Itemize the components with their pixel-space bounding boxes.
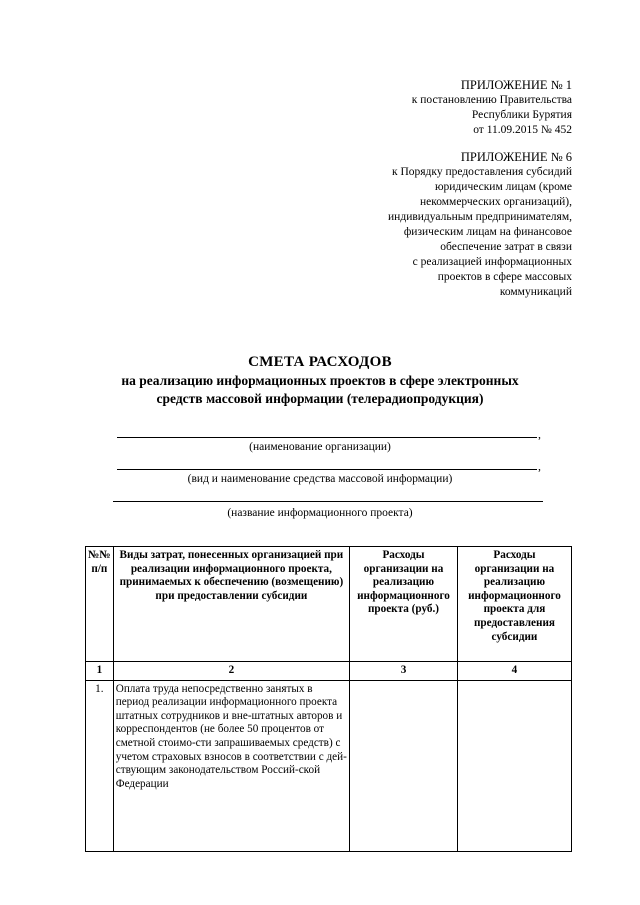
appendix-6-line: проектов в сфере массовых: [437, 271, 572, 283]
media-name-field[interactable]: [117, 469, 537, 470]
organization-name-field[interactable]: [117, 437, 537, 438]
header-expense-type: Виды затрат, понесенных организацией при реализации информационного проекта, принимаемых к обеспечению (возмещению) при предоставлении субсидии: [113, 547, 349, 662]
appendix-6-line: индивидуальным предпринимателям,: [388, 211, 572, 223]
row-subsidy-cell[interactable]: [457, 680, 571, 851]
header-number: №№ п/п: [86, 547, 114, 662]
title-line-2: на реализацию информационных проектов в сфере электронных: [121, 373, 519, 388]
comma: ,: [538, 427, 541, 441]
project-name-caption: (название информационного проекта): [227, 507, 413, 519]
document-title: [0, 353, 640, 408]
row-description: Оплата труда непосредственно занятых в период реализации информационного проекта штатных сотрудников и вне-штатных авторов и корреспондентов (не более 50 процентов от сметной стоимо-сти запрашиваемых средств) с учетом страховых взносов в соответствии с дей-ствующим законодательством Россий-ской Федерации: [113, 680, 349, 851]
appendix-6-line: к Порядку предоставления субсидий: [392, 166, 572, 178]
appendix-1-heading: ПРИЛОЖЕНИЕ № 1: [460, 78, 572, 92]
column-number-row: [86, 662, 572, 681]
column-number: 3: [350, 662, 458, 681]
column-number: 4: [457, 662, 571, 681]
appendix-6-line: некоммерческих организаций),: [419, 196, 572, 208]
appendix-1-block: [412, 78, 572, 138]
table-row: [86, 680, 572, 851]
title-line-3: средств массовой информации (телерадиопродукция): [156, 391, 484, 406]
media-name-caption: (вид и наименование средства массовой информации): [187, 473, 453, 485]
appendix-6-heading: ПРИЛОЖЕНИЕ № 6: [460, 150, 572, 164]
title-main: СМЕТА РАСХОДОВ: [248, 354, 392, 370]
header-subsidy-expenses: Расходы организации на реализацию информационного проекта для предоставления субсидии: [457, 547, 571, 662]
header-organization-expenses: Расходы организации на реализацию информационного проекта (руб.): [350, 547, 458, 662]
appendix-1-line: от 11.09.2015 № 452: [473, 124, 572, 136]
project-name-field[interactable]: [113, 501, 543, 502]
appendix-6-block: [388, 150, 572, 300]
appendix-6-line: юридическим лицам (кроме: [434, 181, 572, 193]
column-number: 1: [86, 662, 114, 681]
table-header-row: [86, 547, 572, 662]
row-number: 1.: [86, 680, 114, 851]
appendix-6-line: обеспечение затрат в связи: [440, 241, 572, 253]
appendix-6-line: коммуникаций: [499, 286, 572, 298]
organization-name-caption: (наименование организации): [249, 441, 391, 453]
comma: ,: [538, 459, 541, 473]
appendix-6-line: физическим лицам на финансовое: [403, 226, 572, 238]
column-number: 2: [113, 662, 349, 681]
estimate-table: [85, 546, 572, 852]
appendix-1-line: к постановлению Правительства: [411, 94, 572, 106]
appendix-6-line: с реализацией информационных: [412, 256, 572, 268]
row-expenses-cell[interactable]: [350, 680, 458, 851]
appendix-1-line: Республики Бурятия: [471, 109, 572, 121]
